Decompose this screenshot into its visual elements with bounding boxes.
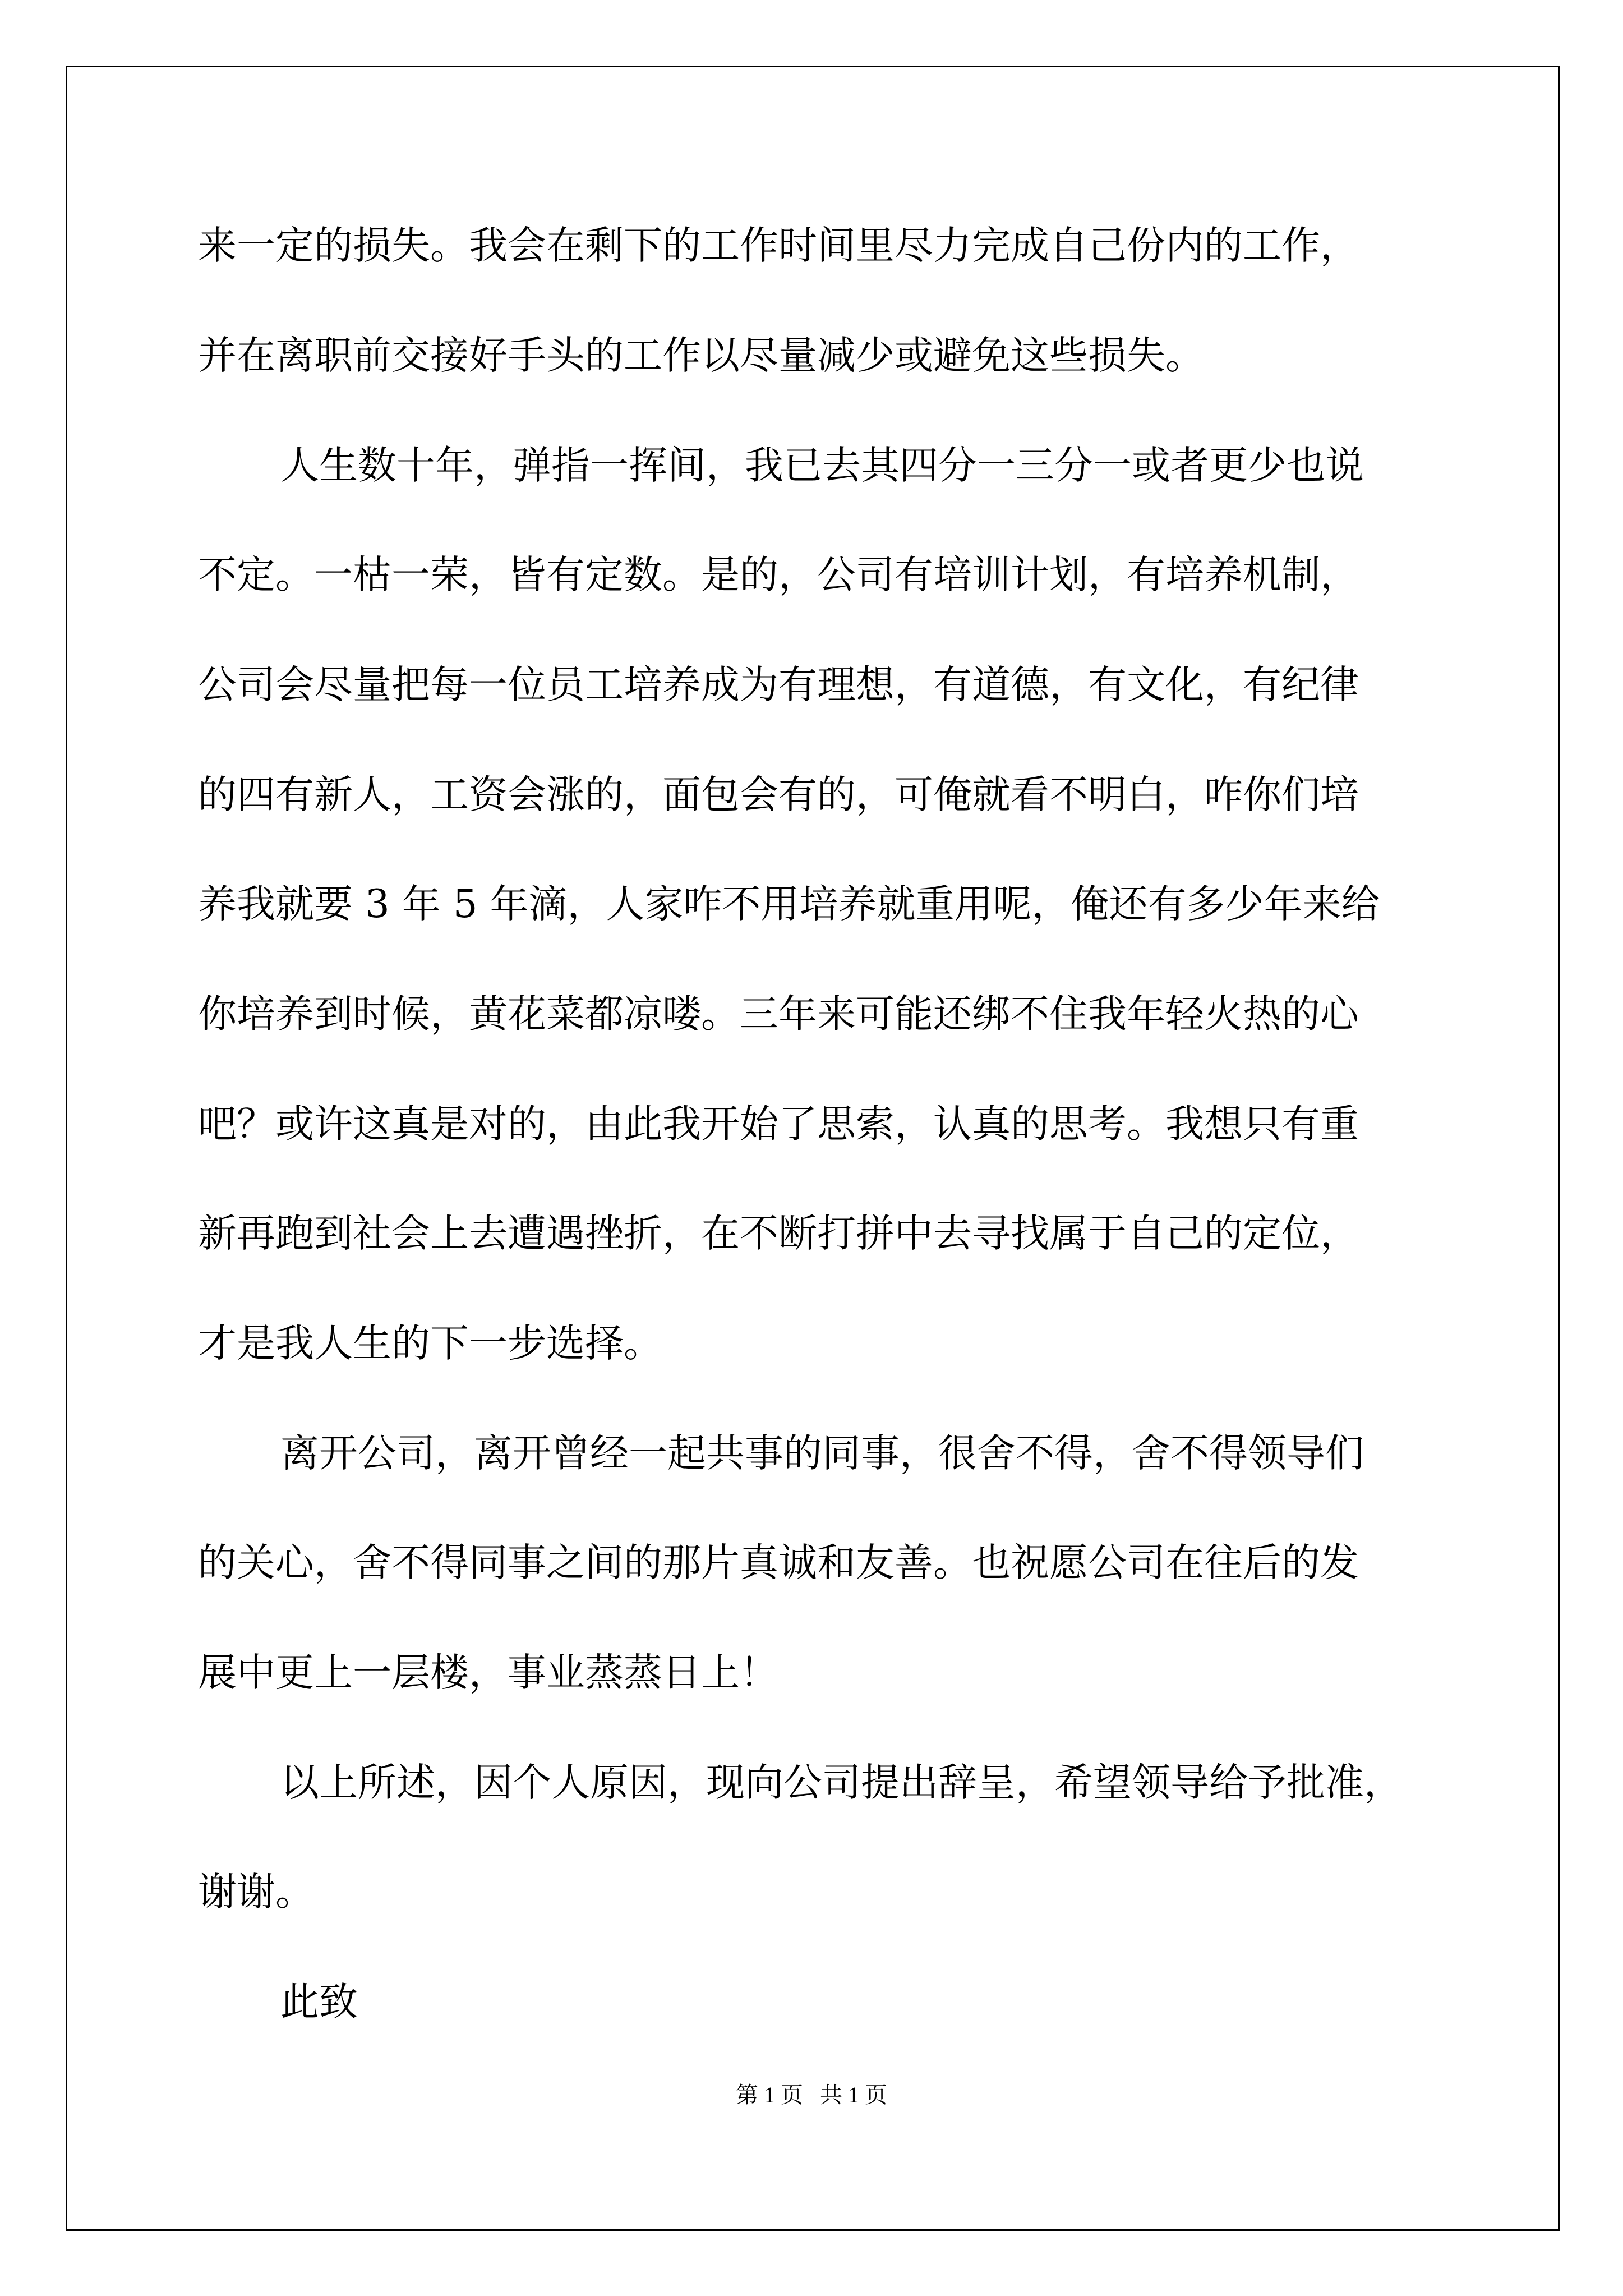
page-number-footer: 第 1 页 共 1 页 bbox=[736, 2082, 887, 2108]
paragraph-2-line-2: 不定。一枯一荣，皆有定数。是的，公司有培训计划，有培养机制， bbox=[198, 553, 1359, 597]
paragraph-2-line-7: 吧？或许这真是对的，由此我开始了思索，认真的思考。我想只有重 bbox=[198, 1102, 1359, 1147]
paragraph-2-line-6: 你培养到时候，黄花菜都凉喽。三年来可能还绑不住我年轻火热的心 bbox=[198, 992, 1359, 1037]
paragraph-3-line-3: 展中更上一层楼，事业蒸蒸日上！ bbox=[198, 1650, 778, 1695]
paragraph-3-line-1: 离开公司，离开曾经一起共事的同事，很舍不得，舍不得领导们 bbox=[280, 1431, 1364, 1476]
paragraph-2-line-3: 公司会尽量把每一位员工培养成为有理想，有道德，有文化，有纪律 bbox=[198, 662, 1359, 707]
paragraph-4-line-2: 谢谢。 bbox=[198, 1870, 314, 1915]
paragraph-4-line-1: 以上所述，因个人原因，现向公司提出辞呈，希望领导给予批准， bbox=[280, 1760, 1403, 1805]
paragraph-2-line-5: 养我就要 3 年 5 年滴，人家咋不用培养就重用呢，俺还有多少年来给 bbox=[198, 882, 1380, 927]
paragraph-2-line-4: 的四有新人，工资会涨的，面包会有的，可俺就看不明白，咋你们培 bbox=[198, 772, 1359, 817]
paragraph-3-line-2: 的关心，舍不得同事之间的那片真诚和友善。也祝愿公司在往后的发 bbox=[198, 1540, 1359, 1585]
paragraph-2-line-8: 新再跑到社会上去遭遇挫折，在不断打拼中去寻找属于自己的定位， bbox=[198, 1211, 1359, 1256]
closing-salutation: 此致 bbox=[280, 1980, 358, 2024]
paragraph-1-line-1: 来一定的损失。我会在剩下的工作时间里尽力完成自己份内的工作， bbox=[198, 223, 1359, 268]
paragraph-1-line-2: 并在离职前交接好手头的工作以尽量减少或避免这些损失。 bbox=[198, 333, 1204, 378]
paragraph-2-line-1: 人生数十年，弹指一挥间，我已去其四分一三分一或者更少也说 bbox=[280, 443, 1364, 488]
paragraph-2-line-9: 才是我人生的下一步选择。 bbox=[198, 1321, 662, 1366]
